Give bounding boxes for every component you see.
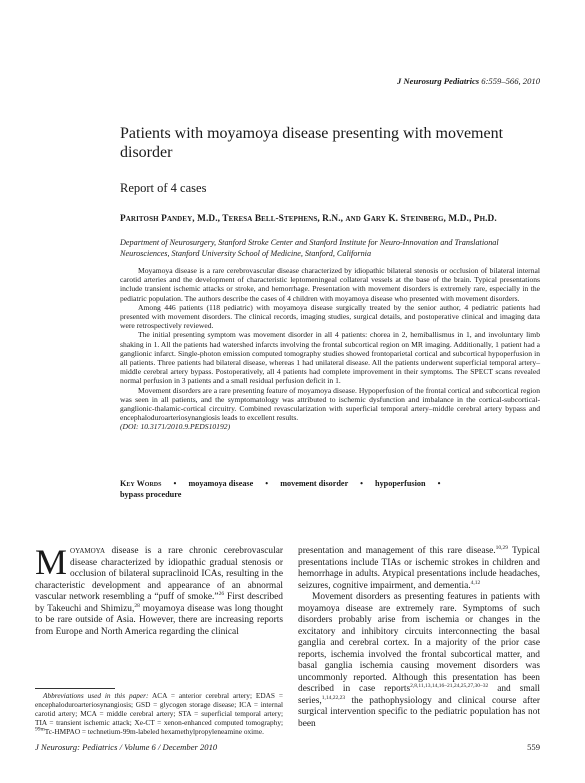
page-number: 559 xyxy=(527,742,540,752)
article-subtitle: Report of 4 cases xyxy=(120,181,207,195)
doi: (DOI: 10.3171/2010.9.PEDS10192) xyxy=(120,422,231,432)
body-paragraph: Movement disorders as presenting features in patients with moyamoya disease are extremely rare. Symptoms of such disorders probably arise from ischemia or changes in the excitatory and inhibitory circuits interconnecting the basal ganglia and cerebral cortex. In a majority of the prior case reports, ischemia involved the frontal subcortical matter, and basal ganglia ischemia causing movement disorders was uncommonly reported. Although this presentation has been described in case reports$^{2,8,11,13,14,16-21,24,25,27,30-32}$ and small series,$^{1,14,22,23}$ the pathophysiology and clinical course after surgical intervention specific to the pediatric population has not been xyxy=(298,592,540,729)
body-column-left xyxy=(35,542,284,638)
abstract-paragraph: Movement disorders are a rare presenting feature of moyamoya disease. Hypoperfusion of the frontal cortical and subcortical region was seen in all patients, and the symptomatology was attributed to ischemic dysfunction and imbalance in the cortical-subcortical-ganglionic-thalamic-cortical circuitry. Combined revascularization with superficial temporal artery–middle cerebral artery bypass and encephaloduroarteriosynangiosis leads to excellent results. (DOI: 10.3171/2010.9.PEDS10192) xyxy=(120,385,540,432)
abstract-paragraph: Among 446 patients (118 pediatric) with moyamoya disease surgically treated by the senior author, 4 pediatric patients had presented with movement disorders. The clinical records, imaging studies, surgical details, and postoperative clinical and imaging data were retrospectively reviewed. xyxy=(120,302,540,331)
keyword: bypass procedure xyxy=(120,490,182,499)
drop-cap: M xyxy=(35,542,68,582)
footer-journal-info: J Neurosurg: Pediatrics / Volume 6 / December 2010 xyxy=(35,742,218,752)
keyword: hypoperfusion xyxy=(375,479,426,488)
body-column-right xyxy=(298,546,540,730)
body-paragraph: presentation and management of this rare disease.$^{10,29}$ Typical presentations include TIAs or ischemic strokes in children and hemorrhage in adults. Atypical presentations include headaches, seizures, cognitive impairment, and dementia.$^{4,12}$ xyxy=(298,544,540,591)
body-paragraph: Moyamoya disease is a rare chronic cerebrovascular disease characterized by idiopathic gradual stenosis or occlusion of bilateral supraclinoid ICAs, resulting in the characteristic development and appearance of an abnormal vascular network resembling a “puff of smoke.”$^{26}$ First described by Takeuchi and Shimizu,$^{28}$ moyamoya disease was long thought to be rare outside of Asia. However, there are increasing reports from Europe and North America regarding the clinical xyxy=(35,542,284,637)
abstract-paragraph: Moyamoya disease is a rare cerebrovascular disease characterized by idiopathic bilateral stenosis or occlusion of bilateral internal carotid arteries and the development of characteristic leptomeningeal collateral vessels at the base of the brain. Typical presentations include transient ischemic attacks or stroke, and hemorrhage. Presentation with movement disorders is extremely rare, especially in the pediatric population. The authors describe the cases of 4 children with moyamoya disease who presented with movement disorders. xyxy=(120,266,540,303)
keyword: moyamoya disease xyxy=(188,479,254,488)
running-header xyxy=(397,76,540,86)
keywords-label: Key Words xyxy=(120,479,162,488)
article-title: Patients with moyamoya disease presenting with movement disorder xyxy=(120,125,504,161)
footnote-abbreviations: Abbreviations used in this paper: ACA = anterior cerebral artery; EDAS = encephaloduroarteriosynangiosis; GSD = glycogen storage disease; ICA = internal carotid artery; MCA = middle cerebral artery; STA = superficial temporal artery; TIA = transient ischemic attack; Xe-CT = xenon-enhanced computed tomography; $^{99m}$Tc-HMPAO = technetium-99m-labeled hexamethylpropyleneamine oxime. xyxy=(35,691,284,736)
abstract xyxy=(120,266,540,432)
journal-citation: 6:559–566, 2010 xyxy=(479,76,540,86)
journal-name: J Neurosurg Pediatrics xyxy=(397,76,480,86)
keyword: movement disorder xyxy=(280,479,349,488)
affiliation: Department of Neurosurgery, Stanford Stroke Center and Stanford Institute for Neuro-Innovation and Translational Neurosciences, Stanford University School of Medicine, Stanford, California xyxy=(120,238,499,258)
author-list xyxy=(120,214,540,224)
footnote-rule xyxy=(35,688,115,689)
authors-text: Paritosh Pandey, M.D., Teresa Bell-Stephens, R.N., and Gary K. Steinberg, M.D., Ph.D. xyxy=(120,214,497,224)
abstract-paragraph: The initial presenting symptom was movement disorder in all 4 patients: chorea in 2, hemiballismus in 1, and involuntary limb shaking in 1. All the patients had watershed infarcts involving the frontal subcortical region on MR imaging. Additionally, 1 patient had a ganglionic infarct. Single-photon emission computed tomography studies showed frontoparietal cortical and subcortical hypoperfusion in all patients. Three patients had bilateral disease, whereas 1 had unilateral disease. All the patients underwent superficial temporal artery–middle cerebral artery bypass. Postoperatively, all 4 patients had complete improvement in their symptoms. The SPECT scans revealed normal perfusion in 3 patients and a small residual perfusion deficit in 1. xyxy=(120,330,540,386)
keywords: Key Words • moyamoya disease • movement disorder • hypoperfusion • bypass procedure xyxy=(120,479,441,499)
